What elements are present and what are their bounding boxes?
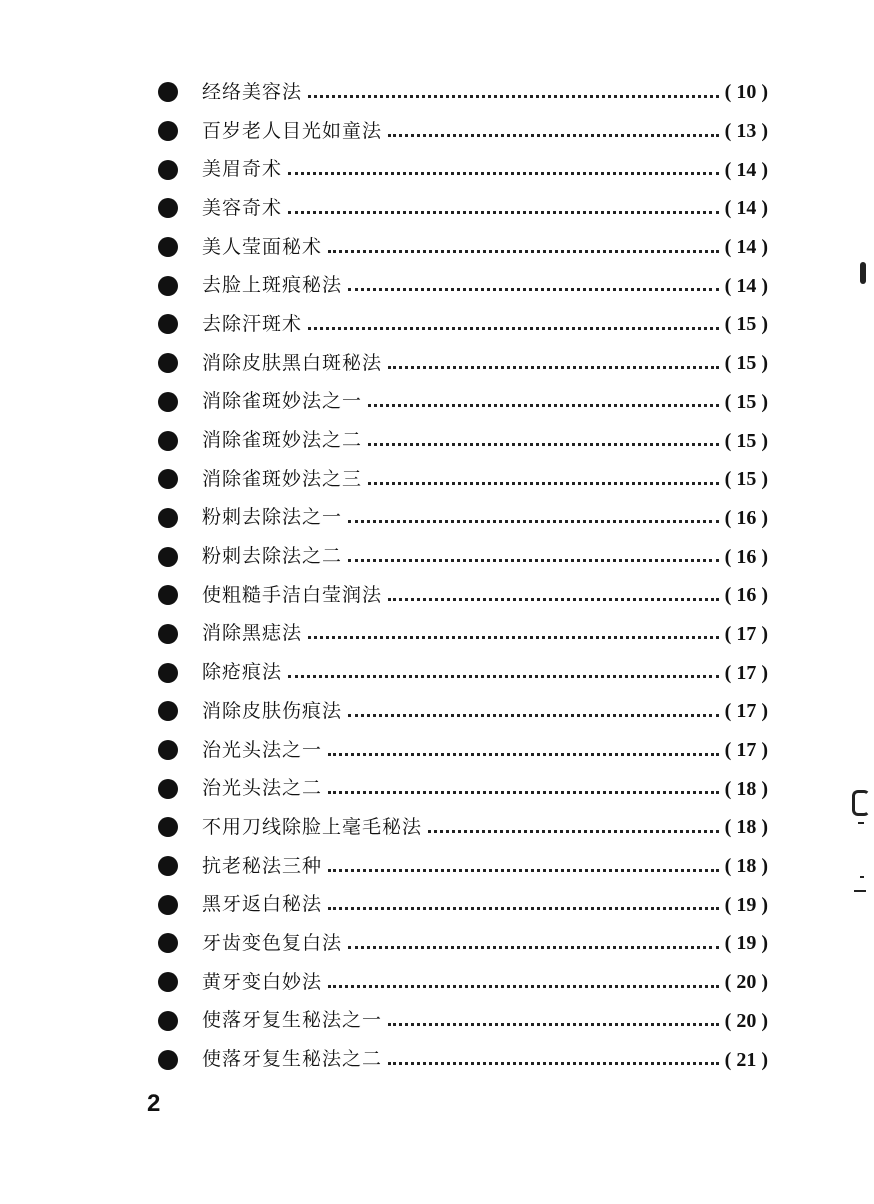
dot-leader	[348, 559, 719, 562]
bullet-icon	[158, 895, 178, 915]
toc-entry	[150, 228, 768, 267]
dot-leader	[328, 791, 719, 794]
toc-entry-title: 使粗糙手洁白莹润法	[202, 583, 383, 606]
bullet-icon	[158, 469, 178, 489]
dot-leader	[388, 598, 719, 601]
toc-entry	[150, 344, 768, 383]
bullet-icon	[158, 933, 178, 953]
toc-entry	[150, 1040, 768, 1079]
toc-entry-title: 治光头法之二	[202, 777, 323, 800]
toc-entry-title: 黄牙变白妙法	[202, 970, 323, 993]
toc-entry-page: ( 15 )	[724, 390, 768, 413]
dot-leader	[328, 985, 719, 988]
bullet-icon	[158, 663, 178, 683]
toc-entry	[150, 383, 768, 422]
bullet-icon	[158, 1011, 178, 1031]
toc-entry	[150, 460, 768, 499]
bullet-icon	[158, 585, 178, 605]
toc-entry-page: ( 21 )	[724, 1048, 768, 1071]
toc-entry	[150, 1002, 768, 1041]
toc-entry-title: 抗老秘法三种	[202, 854, 323, 877]
bullet-icon	[158, 82, 178, 102]
toc-entry	[150, 305, 768, 344]
toc-entry-title: 经络美容法	[202, 80, 303, 103]
bullet-icon	[158, 972, 178, 992]
toc-entry-page: ( 17 )	[724, 622, 768, 645]
toc-entry-page: ( 19 )	[724, 932, 768, 955]
toc-entry	[150, 653, 768, 692]
toc-entry	[150, 266, 768, 305]
dot-leader	[288, 675, 719, 678]
toc-entry	[150, 963, 768, 1002]
dot-leader	[428, 830, 719, 833]
dot-leader	[328, 869, 719, 872]
toc-entry	[150, 537, 768, 576]
dot-leader	[328, 753, 719, 756]
bullet-icon	[158, 314, 178, 334]
toc-entry	[150, 692, 768, 731]
toc-entry	[150, 499, 768, 538]
toc-entry	[150, 731, 768, 770]
bullet-icon	[158, 508, 178, 528]
toc-entry	[150, 73, 768, 112]
dot-leader	[388, 1062, 719, 1065]
toc-entry-title: 百岁老人目光如童法	[202, 119, 383, 142]
toc-entry	[150, 885, 768, 924]
toc-entry-title: 美眉奇术	[202, 158, 283, 181]
bullet-icon	[158, 547, 178, 567]
toc-entry-title: 美容奇术	[202, 196, 283, 219]
toc-entry-page: ( 14 )	[724, 236, 768, 259]
toc-entry	[150, 615, 768, 654]
bullet-icon	[158, 1050, 178, 1070]
toc-entry-title: 黑牙返白秘法	[202, 893, 323, 916]
scan-mark	[860, 262, 866, 284]
bullet-icon	[158, 740, 178, 760]
table-of-contents	[150, 73, 768, 1079]
toc-entry-page: ( 19 )	[724, 893, 768, 916]
page-number: 2	[147, 1090, 161, 1117]
toc-entry-title: 消除皮肤黑白斑秘法	[202, 351, 383, 374]
toc-entry-page: ( 13 )	[724, 120, 768, 143]
toc-entry-page: ( 17 )	[724, 739, 768, 762]
bullet-icon	[158, 701, 178, 721]
bullet-icon	[158, 856, 178, 876]
dot-leader	[348, 946, 719, 949]
toc-entry	[150, 769, 768, 808]
toc-entry-page: ( 17 )	[724, 661, 768, 684]
dot-leader	[368, 482, 719, 485]
dot-leader	[348, 520, 719, 523]
dot-leader	[288, 211, 719, 214]
toc-entry	[150, 924, 768, 963]
toc-entry	[150, 189, 768, 228]
dot-leader	[388, 1023, 719, 1026]
toc-entry-page: ( 15 )	[724, 468, 768, 491]
bullet-icon	[158, 431, 178, 451]
toc-entry-page: ( 20 )	[724, 1009, 768, 1032]
toc-entry	[150, 847, 768, 886]
toc-entry-title: 消除雀斑妙法之一	[202, 390, 363, 413]
toc-entry-title: 美人莹面秘术	[202, 235, 323, 258]
toc-entry	[150, 808, 768, 847]
scan-mark	[860, 876, 864, 878]
dot-leader	[308, 327, 719, 330]
toc-entry-title: 去除汗斑术	[202, 312, 303, 335]
toc-entry-page: ( 14 )	[724, 158, 768, 181]
bullet-icon	[158, 817, 178, 837]
bullet-icon	[158, 392, 178, 412]
toc-entry-page: ( 15 )	[724, 352, 768, 375]
scan-mark	[852, 790, 870, 816]
dot-leader	[288, 172, 719, 175]
toc-entry-title: 消除黑痣法	[202, 622, 303, 645]
toc-entry-page: ( 16 )	[724, 584, 768, 607]
toc-entry	[150, 112, 768, 151]
toc-entry-page: ( 18 )	[724, 816, 768, 839]
toc-entry	[150, 421, 768, 460]
toc-entry	[150, 150, 768, 189]
toc-entry-title: 消除雀斑妙法之三	[202, 467, 363, 490]
dot-leader	[388, 366, 719, 369]
toc-entry-title: 使落牙复生秘法之一	[202, 1009, 383, 1032]
dot-leader	[348, 714, 719, 717]
toc-entry-title: 消除皮肤伤痕法	[202, 699, 343, 722]
toc-entry-page: ( 17 )	[724, 700, 768, 723]
toc-entry-page: ( 15 )	[724, 429, 768, 452]
bullet-icon	[158, 121, 178, 141]
bullet-icon	[158, 779, 178, 799]
dot-leader	[348, 288, 719, 291]
toc-entry-title: 去脸上斑痕秘法	[202, 274, 343, 297]
toc-entry	[150, 576, 768, 615]
dot-leader	[328, 250, 719, 253]
dot-leader	[388, 134, 719, 137]
toc-entry-page: ( 10 )	[724, 81, 768, 104]
bullet-icon	[158, 160, 178, 180]
toc-entry-page: ( 18 )	[724, 855, 768, 878]
bullet-icon	[158, 624, 178, 644]
toc-entry-title: 使落牙复生秘法之二	[202, 1048, 383, 1071]
bullet-icon	[158, 276, 178, 296]
bullet-icon	[158, 237, 178, 257]
toc-entry-title: 牙齿变色复白法	[202, 931, 343, 954]
toc-entry-title: 粉刺去除法之一	[202, 506, 343, 529]
toc-entry-title: 不用刀线除脸上毫毛秘法	[202, 815, 423, 838]
toc-entry-title: 除疮痕法	[202, 661, 283, 684]
dot-leader	[368, 443, 719, 446]
toc-entry-page: ( 16 )	[724, 506, 768, 529]
toc-entry-page: ( 14 )	[724, 197, 768, 220]
toc-entry-page: ( 15 )	[724, 313, 768, 336]
toc-entry-page: ( 18 )	[724, 777, 768, 800]
bullet-icon	[158, 353, 178, 373]
toc-entry-page: ( 16 )	[724, 545, 768, 568]
dot-leader	[368, 404, 719, 407]
toc-entry-title: 粉刺去除法之二	[202, 545, 343, 568]
dot-leader	[308, 95, 719, 98]
toc-entry-page: ( 14 )	[724, 274, 768, 297]
dot-leader	[308, 636, 719, 639]
bullet-icon	[158, 198, 178, 218]
toc-entry-title: 治光头法之一	[202, 738, 323, 761]
toc-entry-page: ( 20 )	[724, 971, 768, 994]
dot-leader	[328, 907, 719, 910]
scan-mark	[854, 890, 866, 892]
toc-entry-title: 消除雀斑妙法之二	[202, 429, 363, 452]
scan-mark	[858, 822, 864, 824]
